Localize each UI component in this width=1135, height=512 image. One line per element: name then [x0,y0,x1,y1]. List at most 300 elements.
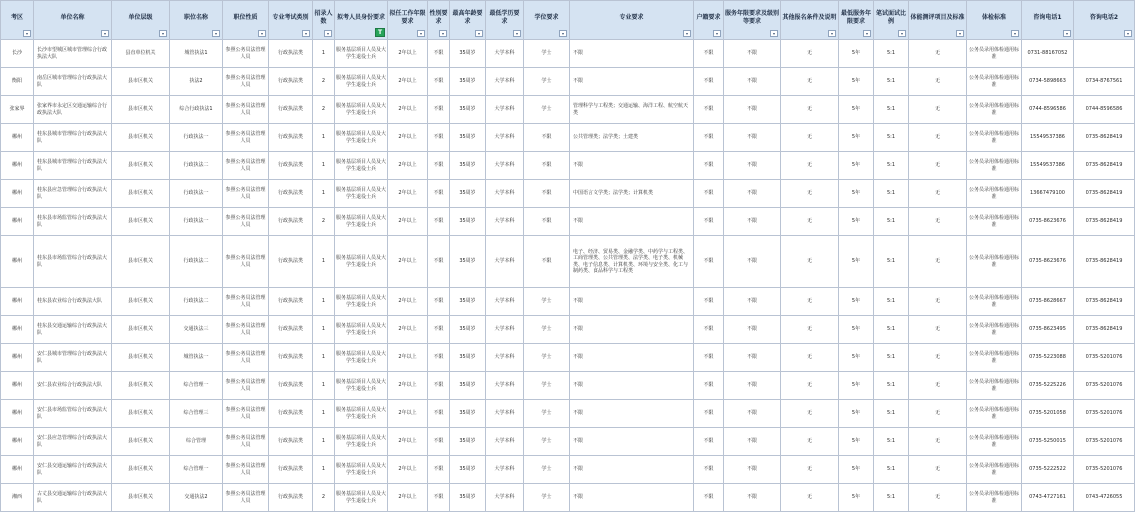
table-cell[interactable]: 不限 [724,484,781,512]
table-cell[interactable]: 无 [909,400,967,428]
table-cell[interactable]: 综合管理一 [170,456,223,484]
table-row[interactable] [1,236,1135,288]
filter-dropdown-icon[interactable]: ▾ [713,30,721,37]
table-cell[interactable]: 郴州 [1,428,34,456]
table-cell[interactable]: 5:1 [874,152,909,180]
table-cell[interactable]: 5年 [839,236,874,288]
table-cell[interactable]: 无 [781,208,839,236]
table-cell[interactable]: 0735-5201076 [1074,400,1135,428]
table-cell[interactable]: 5:1 [874,40,909,68]
table-cell[interactable]: 不限 [428,428,450,456]
table-cell[interactable]: 学士 [524,428,570,456]
table-cell[interactable]: 不限 [694,456,724,484]
filter-dropdown-icon[interactable]: ▾ [513,30,521,37]
filter-dropdown-icon[interactable]: ▾ [159,30,167,37]
table-cell[interactable]: 县市区机关 [112,372,170,400]
table-cell[interactable]: 参照公务员法管理人员 [223,400,269,428]
table-cell[interactable]: 不限 [724,400,781,428]
table-cell[interactable]: 0735-5201076 [1074,372,1135,400]
table-cell[interactable]: 0735-5250015 [1022,428,1074,456]
table-cell[interactable]: 5年 [839,96,874,124]
table-cell[interactable]: 不限 [428,484,450,512]
filter-dropdown-icon[interactable]: ▾ [439,30,447,37]
table-cell[interactable]: 不限 [524,236,570,288]
table-cell[interactable]: 不限 [694,236,724,288]
table-cell[interactable]: 不限 [694,400,724,428]
table-cell[interactable]: 不限 [570,400,694,428]
table-cell[interactable]: 5:1 [874,124,909,152]
table-cell[interactable]: 郴州 [1,288,34,316]
table-cell[interactable]: 大学本科 [486,124,524,152]
table-cell[interactable]: 县市区机关 [112,400,170,428]
table-row[interactable] [1,208,1135,236]
table-cell[interactable]: 0735-8623495 [1022,316,1074,344]
table-cell[interactable]: 桂东县市场监管综合行政执法大队 [34,236,112,288]
table-cell[interactable]: 5年 [839,68,874,96]
column-header[interactable] [450,1,486,40]
table-cell[interactable]: 1 [313,456,335,484]
table-cell[interactable]: 不限 [428,400,450,428]
table-cell[interactable]: 35周岁 [450,180,486,208]
table-cell[interactable]: 2年以上 [388,152,428,180]
table-cell[interactable]: 古丈县交通运输综合行政执法大队 [34,484,112,512]
table-cell[interactable]: 不限 [724,124,781,152]
table-cell[interactable]: 参照公务员法管理人员 [223,456,269,484]
filter-dropdown-icon[interactable]: ▾ [101,30,109,37]
column-header[interactable] [694,1,724,40]
table-cell[interactable]: 无 [781,456,839,484]
table-cell[interactable]: 综合管理一 [170,372,223,400]
table-cell[interactable]: 5年 [839,152,874,180]
column-header[interactable] [781,1,839,40]
table-cell[interactable]: 公务员录用体检通用标准 [967,484,1022,512]
table-cell[interactable]: 交通执法2 [170,484,223,512]
table-cell[interactable]: 35周岁 [450,96,486,124]
table-row[interactable] [1,400,1135,428]
table-cell[interactable]: 执法2 [170,68,223,96]
table-cell[interactable]: 行政执法一 [170,180,223,208]
table-cell[interactable]: 0744-8596586 [1074,96,1135,124]
table-cell[interactable]: 县市区机关 [112,316,170,344]
table-cell[interactable]: 综合管理三 [170,400,223,428]
table-cell[interactable]: 公务员录用体检通用标准 [967,344,1022,372]
table-cell[interactable]: 0744-8596586 [1022,96,1074,124]
table-cell[interactable]: 5:1 [874,96,909,124]
table-cell[interactable]: 2年以上 [388,96,428,124]
table-cell[interactable]: 不限 [570,208,694,236]
filter-dropdown-icon[interactable]: ▾ [956,30,964,37]
table-cell[interactable]: 不限 [694,372,724,400]
table-cell[interactable]: 15549537386 [1022,152,1074,180]
table-cell[interactable]: 无 [781,316,839,344]
table-cell[interactable]: 0735-5201058 [1022,400,1074,428]
table-cell[interactable]: 县市区机关 [112,68,170,96]
table-cell[interactable]: 行政执法类 [269,68,313,96]
table-cell[interactable]: 大学本科 [486,316,524,344]
table-cell[interactable]: 0735-5201076 [1074,428,1135,456]
table-cell[interactable]: 参照公务员法管理人员 [223,68,269,96]
table-cell[interactable]: 无 [909,68,967,96]
table-cell[interactable]: 长沙 [1,40,34,68]
table-cell[interactable]: 公务员录用体检通用标准 [967,180,1022,208]
table-cell[interactable]: 1 [313,372,335,400]
table-cell[interactable]: 学士 [524,456,570,484]
table-cell[interactable]: 1 [313,316,335,344]
table-cell[interactable]: 大学本科 [486,152,524,180]
table-cell[interactable]: 不限 [524,208,570,236]
column-header[interactable] [269,1,313,40]
table-cell[interactable]: 无 [781,400,839,428]
table-cell[interactable]: 服务基层项目人员及大学生退役士兵 [335,456,388,484]
table-cell[interactable]: 5年 [839,484,874,512]
table-cell[interactable]: 5:1 [874,344,909,372]
table-cell[interactable]: 参照公务员法管理人员 [223,372,269,400]
table-cell[interactable]: 服务基层项目人员及大学生退役士兵 [335,236,388,288]
table-cell[interactable]: 5年 [839,456,874,484]
column-header[interactable] [839,1,874,40]
table-cell[interactable]: 2年以上 [388,372,428,400]
table-cell[interactable]: 不限 [428,316,450,344]
table-cell[interactable]: 0735-8628419 [1074,152,1135,180]
table-cell[interactable]: 不限 [524,124,570,152]
table-cell[interactable]: 公务员录用体检通用标准 [967,400,1022,428]
table-cell[interactable]: 0735-8623676 [1022,236,1074,288]
table-row[interactable] [1,180,1135,208]
table-cell[interactable]: 参照公务员法管理人员 [223,236,269,288]
table-cell[interactable]: 35周岁 [450,372,486,400]
table-row[interactable] [1,40,1135,68]
table-cell[interactable]: 2年以上 [388,344,428,372]
table-cell[interactable]: 公共管理类；法学类；土建类 [570,124,694,152]
table-cell[interactable]: 郴州 [1,180,34,208]
table-cell[interactable]: 县市区机关 [112,96,170,124]
table-cell[interactable]: 不限 [724,344,781,372]
table-cell[interactable]: 参照公务员法管理人员 [223,208,269,236]
table-cell[interactable]: 县市区机关 [112,152,170,180]
table-cell[interactable]: 无 [909,180,967,208]
filter-dropdown-icon[interactable]: ▾ [898,30,906,37]
column-header[interactable] [313,1,335,40]
table-cell[interactable]: 行政执法类 [269,400,313,428]
table-cell[interactable]: 学士 [524,344,570,372]
table-row[interactable] [1,428,1135,456]
table-cell[interactable]: 服务基层项目人员及大学生退役士兵 [335,344,388,372]
table-cell[interactable]: 服务基层项目人员及大学生退役士兵 [335,152,388,180]
table-cell[interactable]: 服务基层项目人员及大学生退役士兵 [335,180,388,208]
table-cell[interactable]: 不限 [428,180,450,208]
table-cell[interactable]: 服务基层项目人员及大学生退役士兵 [335,288,388,316]
table-cell[interactable]: 郴州 [1,316,34,344]
table-cell[interactable]: 行政执法类 [269,208,313,236]
table-cell[interactable]: 无 [781,96,839,124]
table-cell[interactable]: 5年 [839,124,874,152]
table-cell[interactable]: 无 [781,180,839,208]
table-cell[interactable]: 不限 [428,40,450,68]
table-cell[interactable]: 综合管理 [170,428,223,456]
table-cell[interactable]: 无 [909,372,967,400]
table-cell[interactable]: 服务基层项目人员及大学生退役士兵 [335,40,388,68]
table-cell[interactable]: 桂东县交通运输综合行政执法大队 [34,316,112,344]
table-cell[interactable]: 不限 [694,124,724,152]
table-cell[interactable]: 35周岁 [450,344,486,372]
table-cell[interactable]: 无 [909,484,967,512]
table-cell[interactable]: 学士 [524,68,570,96]
table-cell[interactable]: 0731-88167052 [1022,40,1074,68]
table-cell[interactable]: 5:1 [874,180,909,208]
table-cell[interactable]: 学士 [524,40,570,68]
table-cell[interactable]: 0735-5201076 [1074,456,1135,484]
table-row[interactable] [1,124,1135,152]
table-cell[interactable]: 不限 [724,372,781,400]
table-cell[interactable]: 不限 [694,180,724,208]
table-cell[interactable]: 1 [313,40,335,68]
table-row[interactable] [1,316,1135,344]
table-cell[interactable]: 大学本科 [486,68,524,96]
filter-dropdown-icon[interactable]: ▾ [258,30,266,37]
table-cell[interactable]: 不限 [428,288,450,316]
table-cell[interactable]: 大学本科 [486,208,524,236]
column-header[interactable] [34,1,112,40]
table-cell[interactable]: 大学本科 [486,372,524,400]
table-cell[interactable]: 公务员录用体检通用标准 [967,288,1022,316]
table-cell[interactable]: 安仁县交通运输综合行政执法大队 [34,456,112,484]
column-header[interactable] [388,1,428,40]
table-cell[interactable]: 5:1 [874,372,909,400]
table-cell[interactable]: 不限 [724,208,781,236]
table-cell[interactable]: 学士 [524,484,570,512]
table-cell[interactable]: 无 [909,344,967,372]
filter-dropdown-icon[interactable]: ▾ [417,30,425,37]
table-cell[interactable]: 0735-8628419 [1074,208,1135,236]
table-row[interactable] [1,372,1135,400]
table-cell[interactable]: 不限 [694,40,724,68]
table-cell[interactable]: 县市区机关 [112,124,170,152]
table-cell[interactable]: 5:1 [874,68,909,96]
table-cell[interactable]: 无 [909,456,967,484]
table-cell[interactable]: 大学本科 [486,484,524,512]
table-cell[interactable]: 无 [781,236,839,288]
table-cell[interactable]: 无 [781,428,839,456]
table-cell[interactable]: 公务员录用体检通用标准 [967,428,1022,456]
table-cell[interactable]: 服务基层项目人员及大学生退役士兵 [335,400,388,428]
column-header[interactable] [1022,1,1074,40]
table-cell[interactable]: 无 [909,96,967,124]
column-header[interactable] [428,1,450,40]
table-cell[interactable]: 中国语言文学类；法学类；计算机类 [570,180,694,208]
table-cell[interactable]: 35周岁 [450,68,486,96]
filter-dropdown-icon[interactable]: ▾ [828,30,836,37]
table-row[interactable] [1,152,1135,180]
table-cell[interactable]: 参照公务员法管理人员 [223,344,269,372]
table-cell[interactable]: 无 [909,152,967,180]
table-cell[interactable]: 张家界 [1,96,34,124]
table-cell[interactable]: 参照公务员法管理人员 [223,152,269,180]
active-filter-icon[interactable]: T [375,28,385,37]
table-cell[interactable]: 不限 [570,484,694,512]
table-cell[interactable]: 郴州 [1,236,34,288]
table-cell[interactable]: 不限 [724,428,781,456]
table-cell[interactable]: 0735-5222522 [1022,456,1074,484]
table-row[interactable] [1,288,1135,316]
table-cell[interactable]: 大学本科 [486,96,524,124]
table-cell[interactable]: 5年 [839,180,874,208]
table-cell[interactable]: 不限 [570,288,694,316]
table-cell[interactable]: 桂东县市场监管综合行政执法大队 [34,208,112,236]
table-cell[interactable]: 行政执法类 [269,428,313,456]
table-row[interactable] [1,96,1135,124]
table-cell[interactable]: 1 [313,124,335,152]
column-header[interactable] [524,1,570,40]
column-header[interactable] [1074,1,1135,40]
table-cell[interactable]: 5:1 [874,316,909,344]
table-cell[interactable]: 不限 [694,428,724,456]
table-cell[interactable]: 2 [313,68,335,96]
table-cell[interactable]: 0735-8628419 [1074,180,1135,208]
table-cell[interactable]: 大学本科 [486,180,524,208]
table-cell[interactable]: 无 [909,40,967,68]
table-cell[interactable]: 不限 [428,124,450,152]
filter-dropdown-icon[interactable]: ▾ [302,30,310,37]
table-cell[interactable]: 不限 [694,152,724,180]
table-cell[interactable]: 不限 [724,456,781,484]
table-cell[interactable]: 郴州 [1,456,34,484]
table-cell[interactable]: 0743-4726055 [1074,484,1135,512]
table-row[interactable] [1,68,1135,96]
filter-dropdown-icon[interactable]: ▾ [23,30,31,37]
table-cell[interactable]: 2年以上 [388,288,428,316]
column-header[interactable] [170,1,223,40]
table-cell[interactable]: 无 [781,124,839,152]
table-cell[interactable]: 南岳区城市管理综合行政执法大队 [34,68,112,96]
table-cell[interactable]: 2 [313,208,335,236]
filter-dropdown-icon[interactable]: ▾ [212,30,220,37]
table-cell[interactable]: 县直单位机关 [112,40,170,68]
filter-dropdown-icon[interactable]: ▾ [1011,30,1019,37]
table-cell[interactable]: 1 [313,400,335,428]
table-cell[interactable]: 参照公务员法管理人员 [223,428,269,456]
table-cell[interactable]: 不限 [570,152,694,180]
table-cell[interactable]: 35周岁 [450,208,486,236]
table-cell[interactable]: 2年以上 [388,316,428,344]
table-cell[interactable]: 学士 [524,288,570,316]
table-cell[interactable]: 服务基层项目人员及大学生退役士兵 [335,372,388,400]
table-cell[interactable]: 2 [313,96,335,124]
table-cell[interactable]: 2年以上 [388,456,428,484]
table-cell[interactable]: 不限 [724,152,781,180]
table-cell[interactable]: 无 [909,124,967,152]
table-cell[interactable]: 服务基层项目人员及大学生退役士兵 [335,208,388,236]
table-cell[interactable]: 不限 [724,288,781,316]
table-cell[interactable]: 不限 [724,96,781,124]
filter-dropdown-icon[interactable]: ▾ [1063,30,1071,37]
table-cell[interactable]: 不限 [694,316,724,344]
table-cell[interactable]: 行政执法类 [269,344,313,372]
table-cell[interactable]: 桂东县应急管理综合行政执法大队 [34,180,112,208]
table-cell[interactable]: 35周岁 [450,152,486,180]
table-cell[interactable]: 衡阳 [1,68,34,96]
table-cell[interactable]: 5:1 [874,428,909,456]
table-cell[interactable]: 大学本科 [486,428,524,456]
table-cell[interactable]: 不限 [524,152,570,180]
filter-dropdown-icon[interactable]: ▾ [683,30,691,37]
table-cell[interactable]: 不限 [428,344,450,372]
table-cell[interactable]: 行政执法类 [269,456,313,484]
table-cell[interactable]: 县市区机关 [112,456,170,484]
table-cell[interactable]: 5年 [839,208,874,236]
table-cell[interactable]: 行政执法类 [269,152,313,180]
table-cell[interactable]: 县市区机关 [112,208,170,236]
table-cell[interactable]: 大学本科 [486,288,524,316]
table-cell[interactable]: 公务员录用体检通用标准 [967,40,1022,68]
filter-dropdown-icon[interactable]: ▾ [863,30,871,37]
table-row[interactable] [1,484,1135,512]
table-cell[interactable]: 2年以上 [388,40,428,68]
table-cell[interactable]: 5年 [839,400,874,428]
table-cell[interactable]: 1 [313,344,335,372]
table-cell[interactable]: 参照公务员法管理人员 [223,288,269,316]
table-cell[interactable]: 城管执法1 [170,40,223,68]
table-cell[interactable]: 5:1 [874,400,909,428]
table-cell[interactable]: 2年以上 [388,428,428,456]
table-cell[interactable]: 0735-5201076 [1074,344,1135,372]
table-cell[interactable]: 安仁县城市管理综合行政执法大队 [34,344,112,372]
column-header[interactable] [570,1,694,40]
table-row[interactable] [1,456,1135,484]
column-header[interactable] [909,1,967,40]
table-cell[interactable]: 参照公务员法管理人员 [223,180,269,208]
table-cell[interactable]: 35周岁 [450,236,486,288]
table-cell[interactable]: 不限 [724,40,781,68]
table-cell[interactable]: 参照公务员法管理人员 [223,124,269,152]
table-cell[interactable]: 行政执法二 [170,152,223,180]
column-header[interactable] [112,1,170,40]
table-cell[interactable]: 行政执法二 [170,288,223,316]
table-cell[interactable]: 无 [909,288,967,316]
table-cell[interactable]: 5:1 [874,236,909,288]
filter-dropdown-icon[interactable]: ▾ [1124,30,1132,37]
table-cell[interactable]: 安仁县农业综合行政执法大队 [34,372,112,400]
table-cell[interactable]: 无 [909,236,967,288]
table-cell[interactable]: 不限 [428,456,450,484]
table-cell[interactable]: 2年以上 [388,124,428,152]
table-cell[interactable]: 行政执法一 [170,124,223,152]
table-cell[interactable]: 学士 [524,400,570,428]
table-cell[interactable]: 不限 [570,428,694,456]
table-cell[interactable]: 郴州 [1,124,34,152]
table-cell[interactable]: 5年 [839,40,874,68]
table-cell[interactable]: 大学本科 [486,344,524,372]
table-row[interactable] [1,344,1135,372]
table-cell[interactable]: 安仁县应急管理综合行政执法大队 [34,428,112,456]
table-cell[interactable]: 县市区机关 [112,484,170,512]
table-cell[interactable]: 综合行政执法1 [170,96,223,124]
table-cell[interactable]: 不限 [724,316,781,344]
table-cell[interactable]: 郴州 [1,208,34,236]
filter-dropdown-icon[interactable]: ▾ [324,30,332,37]
table-cell[interactable]: 无 [781,344,839,372]
table-cell[interactable]: 县市区机关 [112,344,170,372]
table-cell[interactable]: 服务基层项目人员及大学生退役士兵 [335,124,388,152]
column-header[interactable] [335,1,388,40]
table-cell[interactable]: 公务员录用体检通用标准 [967,236,1022,288]
table-cell[interactable]: 湘西 [1,484,34,512]
table-cell[interactable]: 行政执法类 [269,316,313,344]
table-cell[interactable]: 公务员录用体检通用标准 [967,152,1022,180]
column-header[interactable] [223,1,269,40]
table-cell[interactable]: 0735-8628419 [1074,316,1135,344]
table-cell[interactable]: 2 [313,484,335,512]
table-cell[interactable]: 0735-8628667 [1022,288,1074,316]
